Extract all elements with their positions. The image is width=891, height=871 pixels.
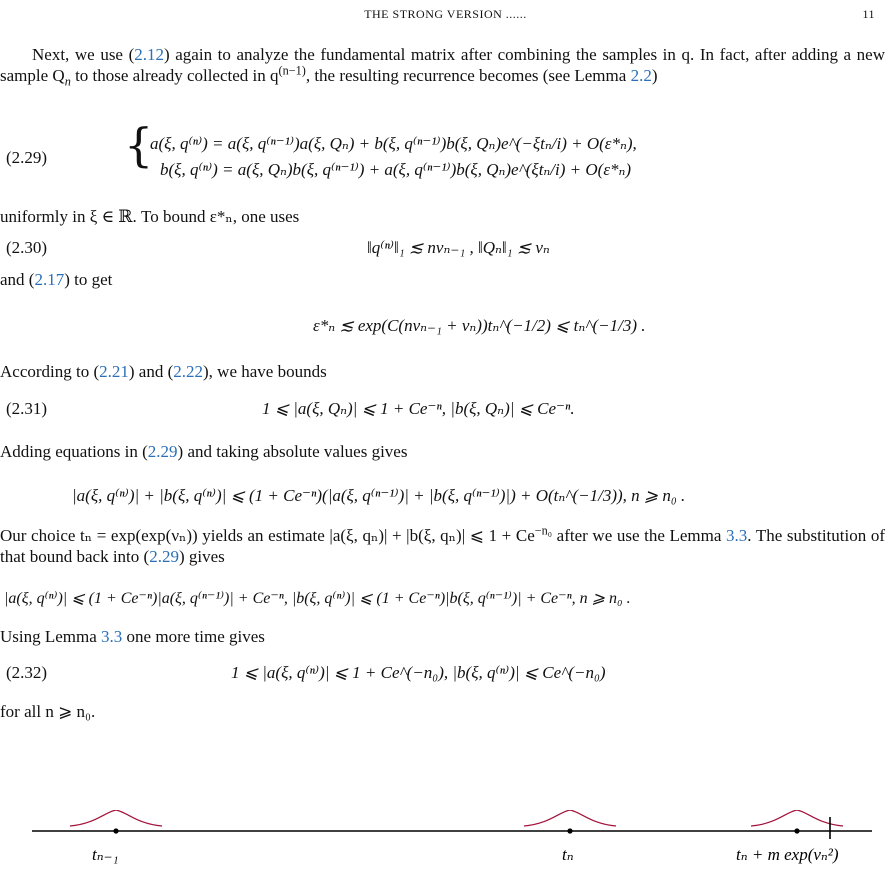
paragraph-intro: Next, we use (2.12) again to analyze the fundamental matrix after combining the samples in q. In fact, after adding a new sample $Q_n$ to those already collected in $q^{(n-1)}$, the resulting recurrence becomes (see Lemma 2.2) bbox=[0, 45, 886, 89]
bump-mid bbox=[524, 810, 616, 826]
paragraph-using-lemma: Using Lemma 3.3 one more time gives bbox=[0, 627, 265, 646]
paragraph-uniformly: uniformly in ξ ∈ ℝ. To bound ε*ₙ, one uses bbox=[0, 207, 300, 226]
equation-2-30: ‖q⁽ⁿ⁾‖₁ ≲ nνₙ₋₁ , ‖Qₙ‖₁ ≲ νₙ bbox=[367, 238, 550, 257]
equation-label-2-31: (2.31) bbox=[6, 399, 48, 418]
ref-link-3-3[interactable]: 3.3 bbox=[726, 526, 748, 545]
ref-link-2-21[interactable]: 2.21 bbox=[99, 362, 129, 381]
label-t-n-plus: tₙ + m exp(νₙ²) bbox=[736, 845, 839, 864]
equation-separate-bounds: |a(ξ, q⁽ⁿ⁾)| ⩽ (1 + Ce⁻ⁿ)|a(ξ, q⁽ⁿ⁻¹⁾)| + Ce⁻ⁿ, |b(ξ, q⁽ⁿ⁾)| ⩽ (1 + Ce⁻ⁿ)|b(ξ, q⁽ⁿ⁻¹⁾)| + Ce⁻ⁿ, n ⩾ n₀ . bbox=[4, 590, 631, 607]
bump-left bbox=[70, 810, 162, 826]
label-t-n: tₙ bbox=[562, 845, 574, 864]
equation-label-2-30: (2.30) bbox=[6, 238, 48, 257]
point-right bbox=[794, 828, 799, 833]
ref-link-2-2[interactable]: 2.2 bbox=[630, 66, 652, 86]
equation-2-32: 1 ⩽ |a(ξ, q⁽ⁿ⁾)| ⩽ 1 + Ce^(−n₀), |b(ξ, q⁽ⁿ⁾)| ⩽ Ce^(−n₀) bbox=[231, 663, 606, 682]
equation-2-29-line1: a(ξ, q⁽ⁿ⁾) = a(ξ, q⁽ⁿ⁻¹⁾)a(ξ, Qₙ) + b(ξ, q⁽ⁿ⁻¹⁾)b(ξ, Qₙ)e^(−ξtₙ/i) + O(ε*ₙ), bbox=[150, 134, 637, 153]
equation-sum-bound: |a(ξ, q⁽ⁿ⁾)| + |b(ξ, q⁽ⁿ⁾)| ⩽ (1 + Ce⁻ⁿ)(|a(ξ, q⁽ⁿ⁻¹⁾)| + |b(ξ, q⁽ⁿ⁻¹⁾)|) + O(tₙ^(−1/3)), n ⩾ n₀ . bbox=[72, 486, 686, 505]
page-number: 11 bbox=[862, 7, 875, 21]
ref-link-2-17[interactable]: 2.17 bbox=[34, 270, 65, 289]
paragraph-adding: Adding equations in (2.29) and taking absolute values gives bbox=[0, 442, 408, 461]
equation-2-31: 1 ⩽ |a(ξ, Qₙ)| ⩽ 1 + Ce⁻ⁿ, |b(ξ, Qₙ)| ⩽ Ce⁻ⁿ. bbox=[262, 399, 575, 418]
timeline-figure bbox=[0, 810, 891, 871]
equation-label-2-29: (2.29) bbox=[6, 148, 48, 167]
point-mid bbox=[567, 828, 572, 833]
ref-link-2-29[interactable]: 2.29 bbox=[147, 442, 178, 461]
ref-link-2-12[interactable]: 2.12 bbox=[134, 45, 164, 64]
label-t-n-minus-1: tₙ₋₁ bbox=[92, 845, 119, 864]
equation-epsilon-bound: ε*ₙ ≲ exp(C(nνₙ₋₁ + νₙ))tₙ^(−1/2) ⩽ tₙ^(−1/3) . bbox=[313, 316, 646, 335]
paragraph-our-choice: Our choice tₙ = exp(exp(νₙ)) yields an estimate |a(ξ, qₙ)| + |b(ξ, qₙ)| ⩽ $1 + Ce^{-n_0}$ after we use the Lemma 3.3. The substitution of that bound back into (2.29) gives bbox=[0, 523, 885, 567]
point-left bbox=[113, 828, 118, 833]
ref-link-3-3b[interactable]: 3.3 bbox=[101, 627, 123, 646]
paragraph-according: According to (2.21) and (2.22), we have bounds bbox=[0, 362, 327, 381]
ref-link-2-22[interactable]: 2.22 bbox=[173, 362, 204, 381]
paragraph-and-get: and (2.17) to get bbox=[0, 270, 113, 289]
ref-link-2-29b[interactable]: 2.29 bbox=[149, 547, 179, 567]
paragraph-for-all: for all n ⩾ n₀. bbox=[0, 702, 96, 721]
equation-label-2-32: (2.32) bbox=[6, 663, 48, 682]
equation-brace: { bbox=[124, 118, 154, 172]
equation-2-29-line2: b(ξ, q⁽ⁿ⁾) = a(ξ, Qₙ)b(ξ, q⁽ⁿ⁻¹⁾) + a(ξ, q⁽ⁿ⁻¹⁾)b(ξ, Qₙ)e^(ξtₙ/i) + O(ε*ₙ) bbox=[160, 160, 632, 179]
running-header: THE STRONG VERSION ...... bbox=[364, 7, 527, 21]
